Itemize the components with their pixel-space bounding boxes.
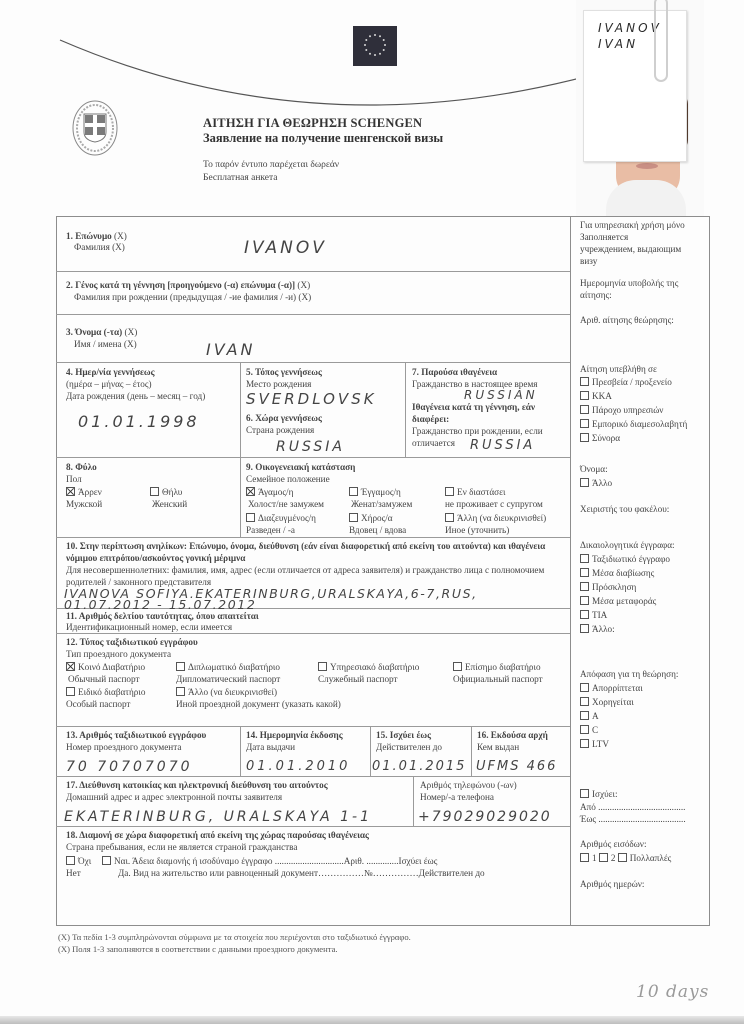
guardian-info-input-line1[interactable]: IVANOVA SOFIYA.EKATERINBURG,URALSKAYA,6-7,RUS, <box>64 586 478 601</box>
field-9-label-ru: Семейное положение <box>246 474 330 484</box>
lodged-border-checkbox[interactable]: Σύνορα <box>580 432 710 444</box>
checkbox-icon <box>580 568 589 577</box>
field-15-label-ru: Действителен до <box>376 742 442 752</box>
checkbox-icon <box>580 853 589 862</box>
form-title-russian: Заявление на получение шенгенской визы <box>203 131 444 145</box>
sex-female-label-ru: Женский <box>152 499 188 509</box>
field-12-label: 12. Τύπος ταξιδιωτικού εγγράφου <box>66 637 198 647</box>
issuing-authority-input[interactable]: UFMS 466 <box>476 759 558 774</box>
divider <box>56 271 570 272</box>
marital-single-checkbox[interactable]: Άγαμος/η <box>246 486 293 498</box>
docs-transport-checkbox[interactable]: Μέσα μεταφοράς <box>580 595 710 607</box>
visa-decision-label: Απόφαση για τη θεώρηση: <box>580 669 679 679</box>
doc-special-passport-checkbox[interactable]: Ειδικό διαβατήριο <box>66 686 145 698</box>
marital-other-label-ru: Иное (уточнить) <box>445 525 510 535</box>
field-6-label: 6. Χώρα γεννήσεως <box>246 413 322 423</box>
lodged-at-label: Αίτηση υπεβλήθη σε <box>580 364 657 374</box>
divider <box>56 457 570 458</box>
checkbox-icon <box>580 725 589 734</box>
file-handler-label: Χειριστής του φακέλου: <box>580 504 670 514</box>
field-16-label-ru: Кем выдан <box>477 742 520 752</box>
guardian-info-input-line2[interactable]: 01.07.2012 - 15.07.2012 <box>64 597 257 612</box>
entries-options <box>580 852 710 864</box>
phone-label: Αριθμός τηλεφώνου (-ων) <box>420 780 517 790</box>
field-10-label: 10. Στην περίπτωση ανηλίκων: Επώνυμο, όνομα, διεύθυνση (εάν είναι διαφορετική από εκείνη του αιτούντα) και ιθαγένεια νόμιμου επιτρόπου/ασκούντος γονική μέριμνα <box>66 541 546 563</box>
marital-single-label-ru: Холост/не замужем <box>248 499 324 509</box>
checkbox-icon <box>580 582 589 591</box>
divider <box>413 776 414 826</box>
birth-nationality-input[interactable]: RUSSIA <box>470 438 536 453</box>
checkbox-icon <box>580 391 589 400</box>
lodged-intermediary-checkbox[interactable]: Εμπορικό διαμεσολαβητή <box>580 418 710 430</box>
surname-input[interactable]: IVANOV <box>244 238 327 258</box>
greek-coat-of-arms-icon <box>72 100 118 156</box>
marital-widowed-checkbox[interactable]: Χήρος/α <box>349 512 393 524</box>
doc-special-passport-label-ru: Особый паспорт <box>66 699 131 709</box>
field-4-label-ru: Дата рождения (день – месяц – год) <box>66 391 206 401</box>
official-use-heading-4: визу <box>580 256 598 266</box>
official-use-heading-2: Заполняется <box>580 232 629 242</box>
residence-no-checkbox[interactable]: Όχι <box>66 855 91 867</box>
marital-separated-checkbox[interactable]: Εν διαστάσει <box>445 486 505 498</box>
divider <box>56 826 570 827</box>
checkbox-icon <box>618 853 627 862</box>
marital-divorced-label-ru: Разведен / -а <box>246 525 296 535</box>
doc-official-passport-label-ru: Официальный паспорт <box>453 674 543 684</box>
field-14-label: 14. Ημερομηνία έκδοσης <box>246 730 343 740</box>
marital-widowed-label-ru: Вдовец / вдова <box>349 525 407 535</box>
divider <box>240 362 241 537</box>
field-13-label: 13. Αριθμός ταξιδιωτικού εγγράφου <box>66 730 207 740</box>
lodged-embassy-checkbox[interactable]: Πρεσβεία / προξενείο <box>580 376 710 388</box>
checkbox-icon <box>580 596 589 605</box>
field-4-sub: (ημέρα – μήνας – έτος) <box>66 379 152 389</box>
decision-ltv-checkbox[interactable]: LTV <box>580 738 710 750</box>
name-label: Όνομα: <box>580 464 608 474</box>
docs-invitation-checkbox[interactable]: Πρόσκληση <box>580 581 710 593</box>
checkbox-icon <box>580 377 589 386</box>
paperclip-icon <box>654 0 668 82</box>
supporting-docs-label: Δικαιολογητικά έγγραφα: <box>580 540 675 550</box>
checkbox-checked-icon <box>66 487 75 496</box>
field-3-label: 3. Όνομα (-τα) (X) <box>66 327 138 337</box>
note-name: IVAN <box>598 37 639 51</box>
checkbox-icon <box>580 789 589 798</box>
divider <box>405 362 406 458</box>
field-5-label: 5. Τόπος γεννήσεως <box>246 367 322 377</box>
checkbox-icon <box>102 856 111 865</box>
doc-other-checkbox[interactable]: Άλλο (να διευκρινισθεί) <box>176 686 277 698</box>
free-form-note-greek: Το παρόν έντυπο παρέχεται δωρεάν <box>203 160 340 170</box>
phone-label-ru: Номер/-а телефона <box>420 792 494 802</box>
field-11-label-ru: Идентификационный номер, если имеется <box>66 622 233 632</box>
field-12-label-ru: Тип проездного документа <box>66 649 172 659</box>
handwritten-annotation: 10 days <box>636 982 710 1002</box>
field-2-label: 2. Γένος κατά τη γέννηση [προηγούμενο (-α) επώνυμα (-α)] (X) <box>66 280 311 290</box>
checkbox-icon <box>580 739 589 748</box>
doc-ordinary-passport-label-ru: Обычный паспорт <box>68 674 140 684</box>
doc-service-passport-checkbox[interactable]: Υπηρεσιακό διαβατήριο <box>318 661 419 673</box>
field-8-label: 8. Φύλο <box>66 462 97 472</box>
field-10-label-ru: Для несовершеннолетних: фамилия, имя, адрес (если отличается от адреса заявителя) и гражданство лица с полномочием родителей / законного представителя <box>66 565 545 587</box>
entries-1-checkbox[interactable]: 1 <box>580 853 597 863</box>
field-9-label: 9. Οικογενειακή κατάσταση <box>246 462 356 472</box>
expiry-date-input[interactable]: 01.01.2015 <box>372 759 467 774</box>
divider <box>56 362 570 363</box>
field-17-label-ru: Домашний адрес и адрес электронной почты заявителя <box>66 792 283 802</box>
marital-separated-label-ru: не проживает с супругом <box>445 499 543 509</box>
form-title-greek: ΑΙΤΗΣΗ ΓΙΑ ΘΕΩΡΗΣΗ SCHENGEN <box>203 116 423 130</box>
home-address-input[interactable]: EKATERINBURG, URALSKAYA 1-1 <box>64 809 372 825</box>
free-form-note-russian: Бесплатная анкета <box>203 173 278 183</box>
checkbox-icon <box>580 433 589 442</box>
field-18-label: 18. Διαμονή σε χώρα διαφορετική από εκείνη της χώρας παρούσας ιθαγένειας <box>66 830 369 840</box>
checkbox-icon <box>453 662 462 671</box>
field-17-label: 17. Διεύθυνση κατοικίας και ηλεκτρονική διεύθυνση του αιτούντος <box>66 780 328 790</box>
field-8-label-ru: Пол <box>66 474 82 484</box>
divider <box>56 633 570 634</box>
field-15-label: 15. Ισχύει έως <box>376 730 431 740</box>
residence-yes-label-ru: Да. Вид на жительство или равноценный документ……………№……………Действителен до <box>118 868 485 878</box>
valid-until-field[interactable]: Έως ...................................... <box>580 814 686 824</box>
divider <box>56 314 570 315</box>
field-2-label-ru: Фамилия при рождении (предыдущая / -ие фамилия / -и) (X) <box>74 292 312 302</box>
field-18-label-ru: Страна пребывания, если не является страной гражданства <box>66 842 298 852</box>
phone-input[interactable]: +79029029020 <box>418 809 552 825</box>
doc-ordinary-passport-checkbox[interactable]: Κοινό Διαβατήριο <box>66 661 145 673</box>
field-14-label-ru: Дата выдачи <box>246 742 296 752</box>
application-number-label: Αριθ. αίτησης θεώρησης: <box>580 315 674 325</box>
decision-refused-checkbox[interactable]: Απορρίπτεται <box>580 682 710 694</box>
entries-label: Αριθμός εισόδων: <box>580 839 647 849</box>
docs-tmi-checkbox[interactable]: ΤΙΑ <box>580 609 710 621</box>
checkbox-icon <box>246 513 255 522</box>
checkbox-checked-icon <box>246 487 255 496</box>
docs-subsistence-checkbox[interactable]: Μέσα διαβίωσης <box>580 567 710 579</box>
sex-female-checkbox[interactable]: Θήλυ <box>150 486 182 498</box>
residence-yes-checkbox[interactable]: Ναι. Άδεια διαμονής ή ισοδύναμο έγγραφο ..............................Αριθ. ..............Ισχύει έως <box>102 855 437 867</box>
field-1-label-ru: Фамилия (X) <box>74 242 125 252</box>
checkbox-icon <box>580 711 589 720</box>
footnote-russian: (X) Поля 1-3 заполняются в соответствии с данными проездного документа. <box>58 944 338 954</box>
checkbox-icon <box>580 683 589 692</box>
field-11-label: 11. Αριθμός δελτίου ταυτότητας, όπου απαιτείται <box>66 611 259 621</box>
field-5-label-ru: Место рождения <box>246 379 312 389</box>
divider <box>56 537 570 538</box>
marital-divorced-checkbox[interactable]: Διαζευγμένος/η <box>246 512 316 524</box>
checkbox-icon <box>580 697 589 706</box>
nationality-input[interactable]: RUSSIAN <box>464 388 538 402</box>
entries-2-checkbox[interactable]: 2 <box>599 853 616 863</box>
docs-other-checkbox[interactable]: Άλλο: <box>580 623 710 635</box>
field-6-label-ru: Страна рождения <box>246 425 315 435</box>
residence-no-label-ru: Нет <box>66 868 81 878</box>
field-7-label: 7. Παρούσα ιθαγένεια <box>412 367 498 377</box>
days-label: Αριθμός ημερών: <box>580 879 645 889</box>
field-7-label-ru: Гражданство в настоящее время <box>412 379 538 389</box>
checkbox-icon <box>580 610 589 619</box>
checkbox-icon <box>445 487 454 496</box>
doc-service-passport-label-ru: Служебный паспорт <box>318 674 398 684</box>
marital-married-label-ru: Женат/замужем <box>351 499 413 509</box>
field-3-label-ru: Имя / имена (X) <box>74 339 137 349</box>
field-4-label: 4. Ημερ/νία γεννήσεως <box>66 367 155 377</box>
field-13-label-ru: Номер проездного документа <box>66 742 182 752</box>
official-use-panel <box>570 216 710 926</box>
marital-married-checkbox[interactable]: Έγγαμος/η <box>349 486 401 498</box>
checkbox-icon <box>580 419 589 428</box>
divider <box>240 726 241 776</box>
decision-a-checkbox[interactable]: A <box>580 710 710 722</box>
first-name-input[interactable]: IVAN <box>206 340 256 359</box>
entries-multiple-checkbox[interactable]: Πολλαπλές <box>618 853 672 863</box>
doc-diplomatic-passport-checkbox[interactable]: Διπλωματικό διαβατήριο <box>176 661 280 673</box>
checkbox-checked-icon <box>66 662 75 671</box>
lodged-provider-checkbox[interactable]: Πάροχο υπηρεσιών <box>580 404 710 416</box>
marital-other-checkbox[interactable]: Άλλη (να διευκρινισθεί) <box>445 512 546 524</box>
official-use-heading-1: Για υπηρεσιακή χρήση μόνο <box>580 220 685 230</box>
checkbox-icon <box>580 478 589 487</box>
divider <box>56 726 570 727</box>
decision-issued-checkbox[interactable]: Χορηγείται <box>580 696 710 708</box>
checkbox-icon <box>66 856 75 865</box>
birth-date-input[interactable]: 01.01.1998 <box>78 412 200 431</box>
sex-male-checkbox[interactable]: Άρρεν <box>66 486 102 498</box>
checkbox-icon <box>176 687 185 696</box>
submission-date-label: Ημερομηνία υποβολής της αίτησης: <box>580 278 679 301</box>
checkbox-icon <box>580 554 589 563</box>
birth-place-input[interactable]: SVERDLOVSK <box>246 390 377 408</box>
id-number-input[interactable] <box>340 616 560 630</box>
doc-official-passport-checkbox[interactable]: Επίσημο διαβατήριο <box>453 661 541 673</box>
valid-from-field[interactable]: Από ...................................... <box>580 802 686 812</box>
applicant-photo <box>576 0 704 216</box>
field-7-birth-label-ru: Гражданство при рождении, если отличается <box>412 426 543 448</box>
sex-male-label-ru: Мужской <box>66 499 103 509</box>
field-1-label: 1. Επώνυμο (X) <box>66 231 127 241</box>
lodged-cac-checkbox[interactable]: ΚΚΑ <box>580 390 710 402</box>
footnote-greek: (X) Τα πεδία 1-3 συμπληρώνονται σύμφωνα με τα στοιχεία που περιέχονται στο ταξιδιωτικό έγγραφο. <box>58 932 411 942</box>
checkbox-icon <box>349 513 358 522</box>
note-surname: IVANOV <box>598 21 662 35</box>
name-sticky-note <box>583 10 687 162</box>
divider <box>370 726 371 776</box>
checkbox-icon <box>445 513 454 522</box>
other-checkbox[interactable]: Άλλο <box>580 477 710 489</box>
divider <box>471 726 472 776</box>
eu-flag-icon <box>353 26 397 66</box>
checkbox-icon <box>318 662 327 671</box>
birth-surname-input[interactable] <box>300 296 560 310</box>
doc-diplomatic-passport-label-ru: Дипломатический паспорт <box>176 674 281 684</box>
birth-country-input[interactable]: RUSSIA <box>276 439 345 455</box>
passport-number-input[interactable]: 70 70707070 <box>66 759 193 775</box>
field-7-birth-label: Ιθαγένεια κατά τη γέννηση, εάν διαφέρει: <box>412 402 536 424</box>
checkbox-icon <box>599 853 608 862</box>
checkbox-icon <box>349 487 358 496</box>
checkbox-icon <box>580 624 589 633</box>
docs-travel-checkbox[interactable]: Ταξιδιωτικό έγγραφο <box>580 553 710 565</box>
checkbox-icon <box>150 487 159 496</box>
divider <box>56 776 570 777</box>
issue-date-input[interactable]: 01.01.2010 <box>246 759 351 774</box>
decision-c-checkbox[interactable]: C <box>580 724 710 736</box>
doc-other-label-ru: Иной проездной документ (указать какой) <box>176 699 341 709</box>
scan-edge <box>0 1016 744 1024</box>
official-use-heading-3: учреждением, выдающим <box>580 244 682 254</box>
checkbox-icon <box>66 687 75 696</box>
checkbox-icon <box>580 405 589 414</box>
checkbox-icon <box>176 662 185 671</box>
field-16-label: 16. Εκδούσα αρχή <box>477 730 548 740</box>
valid-checkbox[interactable]: Ισχύει: <box>580 788 710 800</box>
